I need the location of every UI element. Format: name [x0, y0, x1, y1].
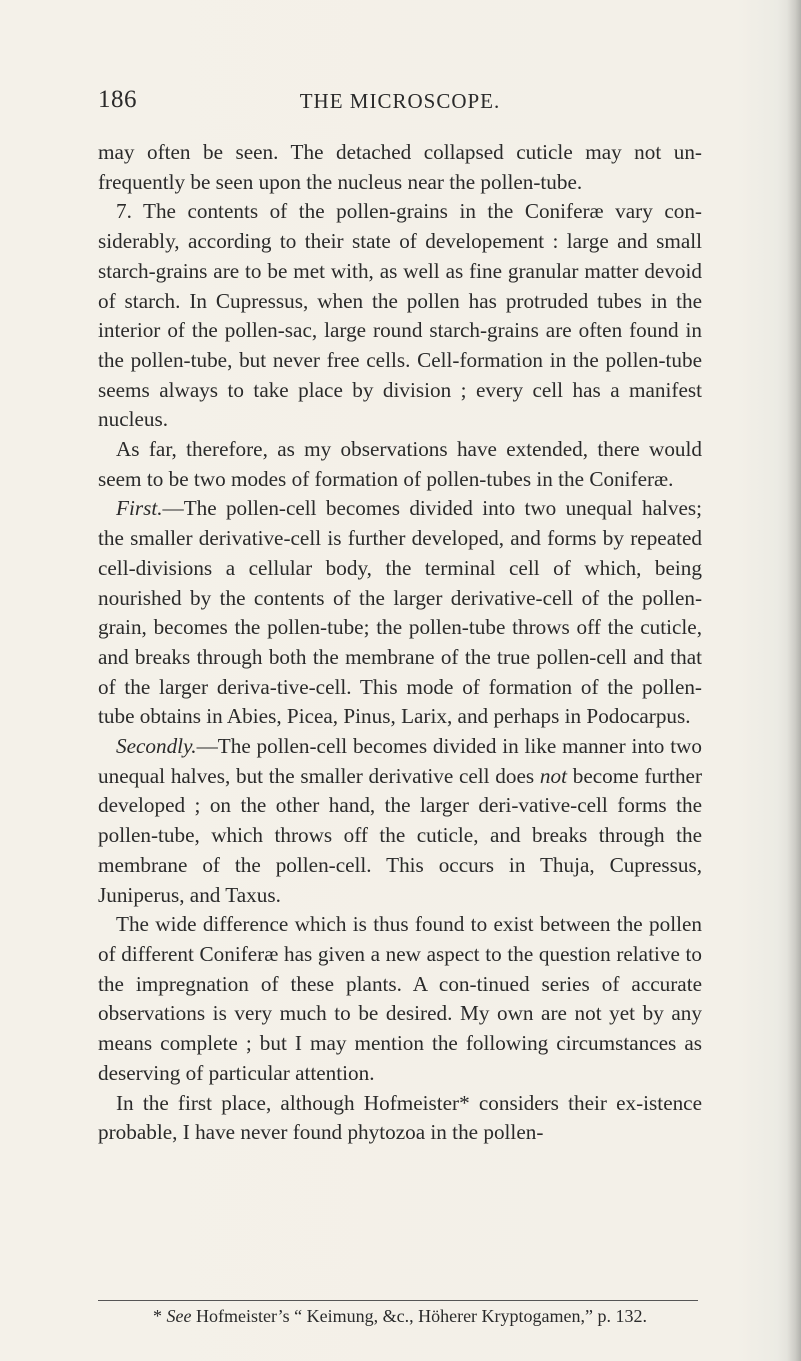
body-text	[98, 138, 702, 1148]
emphasis-not: not	[539, 763, 567, 788]
paragraph-first: First.—The pollen-cell becomes divided into two unequal halves; the smaller derivative-cell is further developed, and forms by repeated cell-divisions a cellular body, the terminal cell of which, being nourished by the contents of the larger derivative-cell of the pollen-grain, becomes the pollen-tube; the pollen-tube throws off the cuticle, and breaks through both the membrane of the true pollen-cell and that of the larger deriva-tive-cell. This mode of formation of the pollen-tube obtains in Abies, Picea, Pinus, Larix, and perhaps in Podocarpus.	[98, 496, 702, 729]
footnote-text: Hofmeister’s “ Keimung, &c., Höherer Kryptogamen,” p. 132.	[191, 1306, 648, 1326]
running-title: THE MICROSCOPE.	[299, 89, 501, 113]
footnote-rule	[98, 1300, 698, 1301]
page-number: 186	[98, 86, 137, 113]
paragraph-first-place: In the first place, although Hofmeister* considers their ex-istence probable, I have never found phytozoa in the pollen-	[98, 1090, 702, 1145]
paragraph-modes: As far, therefore, as my observations have extended, there would seem to be two modes of formation of pollen-tubes in the Coniferæ.	[98, 437, 702, 491]
page-edge-shadow	[787, 0, 801, 1361]
footnote-mark: *	[152, 1306, 162, 1326]
paragraph-7: 7. The contents of the pollen-grains in the Coniferæ vary con-siderably, according to their state of developement : large and small starch-grains are to be met with, as well as fine granular matter devoid of starch. In Cupressus, when the pollen has protruded tubes in the interior of the pollen-sac, large round starch-grains are often found in the pollen-tube, but never free cells. Cell-formation in the pollen-tube seems always to take place by division ; every cell has a manifest nucleus.	[98, 199, 702, 432]
footnote	[98, 1304, 702, 1328]
footnote-see: See	[166, 1306, 192, 1326]
page-header	[98, 86, 702, 116]
paragraph-secondly: Secondly.—The pollen-cell becomes divided in like manner into two unequal halves, but the smaller derivative cell does not become further developed ; on the other hand, the larger deri-vative-cell forms the pollen-tube, which throws off the cuticle, and breaks through the membrane of the pollen-cell. This occurs in Thuja, Cupressus, Juniperus, and Taxus.	[98, 734, 702, 907]
lead-first: First.	[116, 496, 163, 521]
paragraph-difference: The wide difference which is thus found to exist between the pollen of different Coniferæ has given a new aspect to the question relative to the impregnation of these plants. A con-tinued series of accurate observations is very much to be desired. My own are not yet by any means complete ; but I may mention the following circumstances as deserving of particular attention.	[98, 912, 702, 1085]
lead-secondly: Secondly.	[116, 734, 197, 759]
paragraph-continuation: may often be seen. The detached collapsed cuticle may not un-frequently be seen upon the nucleus near the pollen-tube.	[98, 140, 702, 194]
